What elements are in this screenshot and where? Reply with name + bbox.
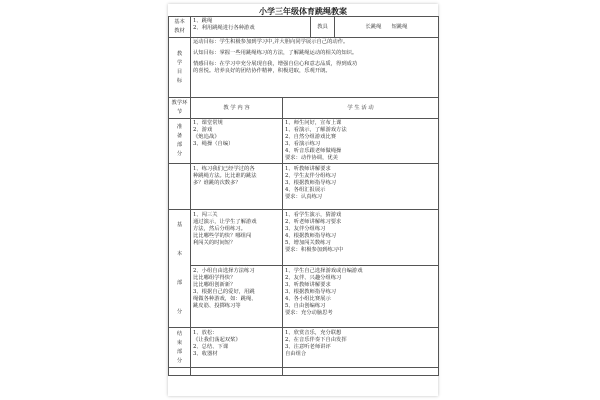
- basic-materials-items: 1、跳绳 2、利用跳绳进行各种游戏: [191, 17, 311, 38]
- stage-header: 教学环 节: [169, 98, 191, 119]
- teaching-tools-label: 教具: [311, 17, 335, 38]
- practice-content: 1、练习我们已经学过的各 种跳绳方法。比比谁的跳法 多？谁跳的次数多？: [191, 164, 283, 210]
- activity-header: 学 生 活 动: [283, 98, 439, 119]
- basic-part-label: 基 本 部 分: [169, 210, 191, 328]
- lesson-plan-page: [168, 4, 438, 396]
- prep-label: 准 备 部 分: [169, 119, 191, 164]
- prep-content: 1、课堂常规 2、游戏 《炮追战》 3、绳操（自编）: [191, 119, 283, 164]
- goals-content: 运动目标：学生积极参加到学习中,并大胆向同学展示自己的动作。 认知目标：掌握一些用跳绳练习的方法，了解跳绳运动的相关的知识。 情感目标：在学习中充分展现自我，增强自信心和意志品质，得到成功 的喜悦。培养良好的团结协作精神，积极进取，乐观开朗。: [191, 38, 439, 98]
- practice-activity: 1、听教师讲解要求 2、学生友伴分组练习 3、根据教师指导练习 4、各组汇报展示 要求：认真练习: [283, 164, 439, 210]
- table-header-row: [169, 98, 439, 119]
- trailing-row: [169, 368, 439, 376]
- practice-label: [169, 164, 191, 210]
- trailing-cell-2: [191, 368, 283, 376]
- end-content: 1、放松： 《让我们荡起双桨》 2、总结、下课 3、收器材: [191, 328, 283, 368]
- group-practice-activity: 1、学生自己选择游戏或自编游戏 2、友伴、兴趣分组练习 3、听教师讲解要求 3、根据教师指导练习 4、各小组比赛展示 5、自由创编练习 要求：充分动脑思考: [283, 266, 439, 328]
- three-levels-activity: 1、看学生演示，猜游戏 2、听老师讲解练习要求 3、友伴分组练习 4、根据教师指导练习 5、增加闯关数练习 要求：积极参加到练习中: [283, 210, 439, 266]
- practice-row: [169, 164, 439, 210]
- basic-part-row-1: [169, 210, 439, 266]
- trailing-cell-1: [169, 368, 191, 376]
- end-row: [169, 328, 439, 368]
- basic-materials-label: 基本 教材: [169, 17, 191, 38]
- goals-label: 教 学 目 标: [169, 38, 191, 98]
- basic-part-row-2: [169, 266, 439, 328]
- basic-materials-row: [169, 17, 439, 38]
- teaching-tools-value: 长跳绳 短跳绳: [335, 17, 439, 38]
- goals-row: [169, 38, 439, 98]
- three-levels-content: 1、闯三关 通过演示，让学生了解游戏 方法，然后分组练习。 比比哪些学的快？哪组闯 利闯关的时间短？: [191, 210, 283, 266]
- end-label: 结 束 部 分: [169, 328, 191, 368]
- content-header: 教 学 内 容: [191, 98, 283, 119]
- end-activity: 1、欣赏音乐，充分联想 2、在音乐伴奏下自由发挥 3、注意听老师讲评 自由组合: [283, 328, 439, 368]
- prep-row: [169, 119, 439, 164]
- lesson-plan-table: [168, 16, 439, 376]
- document-title: 小学三年级体育跳绳教案: [259, 6, 347, 16]
- prep-activity: 1、师生问好，宣布上课 1、看演示，了解游戏方法 2、自然分组游戏比赛 3、看演示练习 4、听音乐跟老师做绳操 要求：动作协调，优美: [283, 119, 439, 164]
- group-practice-content: 2、小组自由选择方法练习 比比哪组学得快？ 比比哪组创新新？ 3、根据自己的爱好，用跳 绳做各种游戏，如：跳绳、 跳皮筋、投掷练习等: [191, 266, 283, 328]
- trailing-cell-3: [283, 368, 439, 376]
